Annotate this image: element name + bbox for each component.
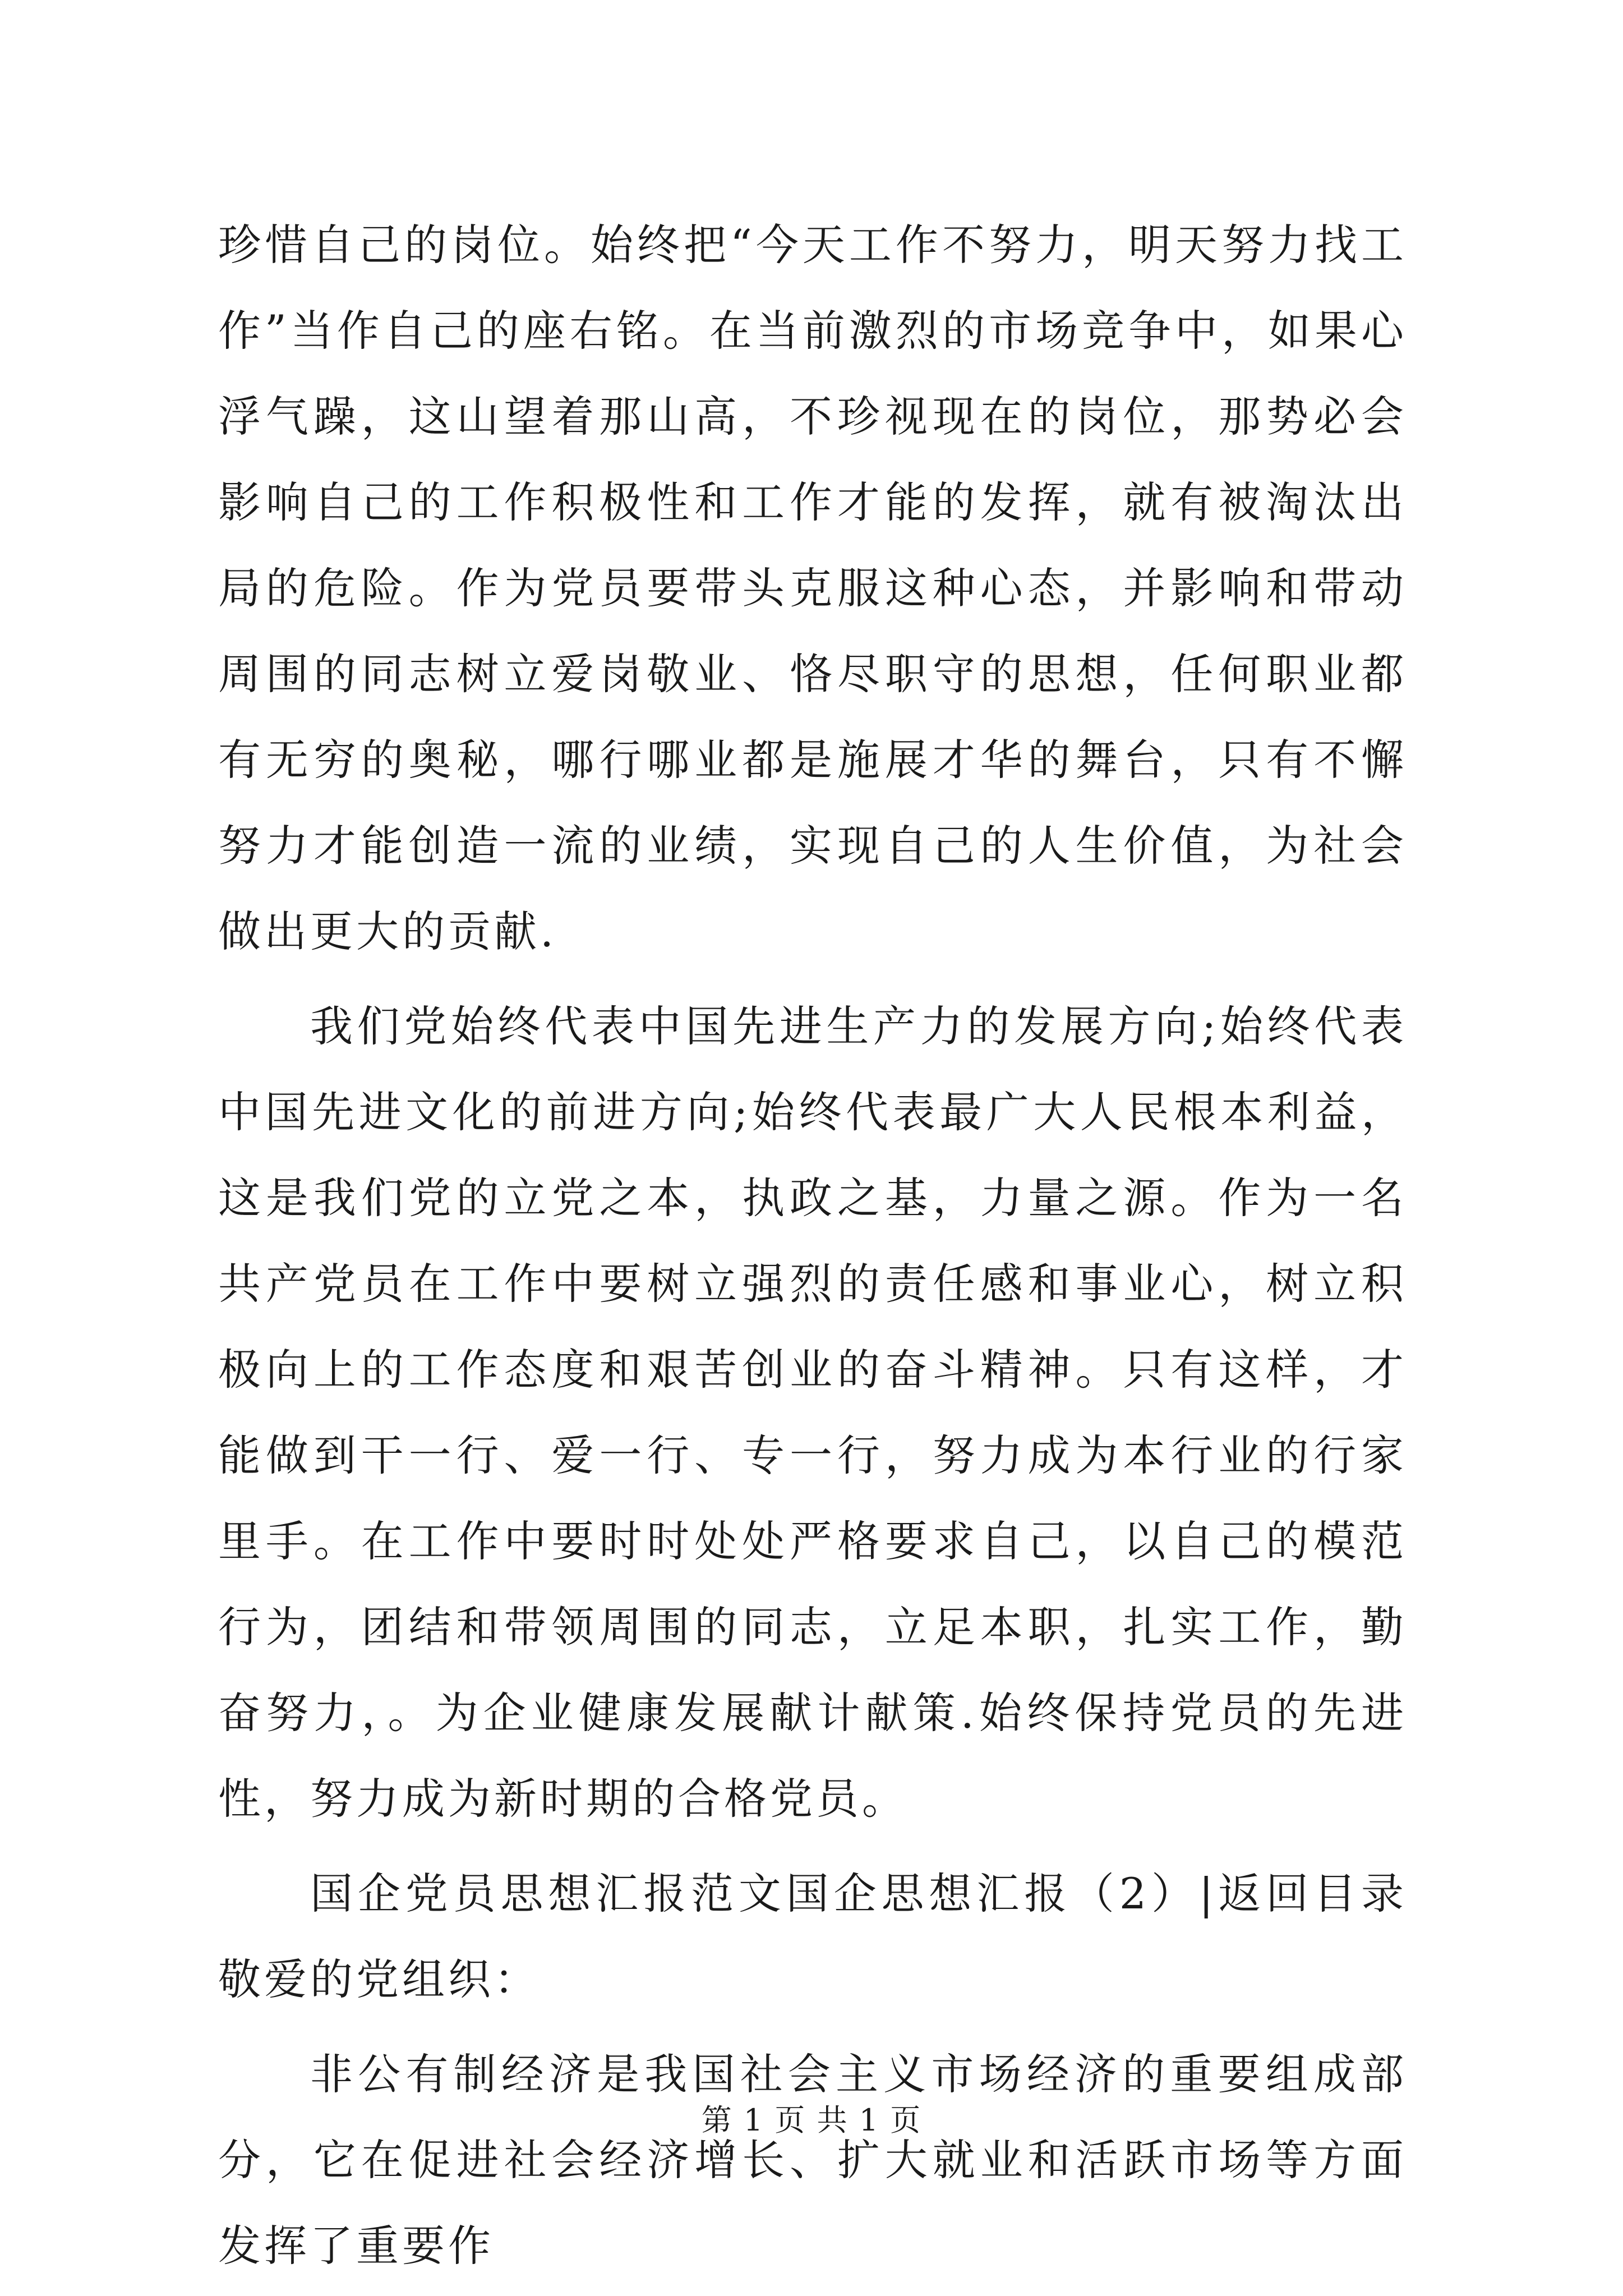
paragraph-3: 国企党员思想汇报范文国企思想汇报（2）|返回目录敬爱的党组织： bbox=[218, 1869, 1407, 2004]
paragraph-4: 非公有制经济是我国社会主义市场经济的重要组成部分，它在促进社会经济增长、扩大就业和活跃市场等方面发挥了重要作 bbox=[218, 2049, 1407, 2271]
document-body bbox=[218, 202, 1407, 2289]
page-number-footer: 第 1 页 共 1 页 bbox=[701, 2102, 922, 2138]
paragraph-2: 我们党始终代表中国先进生产力的发展方向;始终代表中国先进文化的前进方向;始终代表最广大人民根本利益，这是我们党的立党之本，执政之基，力量之源。作为一名共产党员在工作中要树立强烈的责任感和事业心，树立积极向上的工作态度和艰苦创业的奋斗精神。只有这样，才能做到干一行、爱一行、专一行，努力成为本行业的行家里手。在工作中要时时处处严格要求自己，以自己的模范行为，团结和带领周围的同志，立足本职，扎实工作，勤奋努力，。为企业健康发展献计献策.始终保持党员的先进性，努力成为新时期的合格党员。 bbox=[218, 1001, 1407, 1824]
paragraph-1: 珍惜自己的岗位。始终把“今天工作不努力，明天努力找工作”当作自己的座右铭。在当前激烈的市场竞争中，如果心浮气躁，这山望着那山高，不珍视现在的岗位，那势必会影响自己的工作积极性和工作才能的发挥，就有被淘汰出局的危险。作为党员要带头克服这种心态，并影响和带动周围的同志树立爱岗敬业、恪尽职守的思想，任何职业都有无穷的奥秘，哪行哪业都是施展才华的舞台，只有不懈努力才能创造一流的业绩，实现自己的人生价值，为社会做出更大的贡献. bbox=[218, 220, 1407, 956]
